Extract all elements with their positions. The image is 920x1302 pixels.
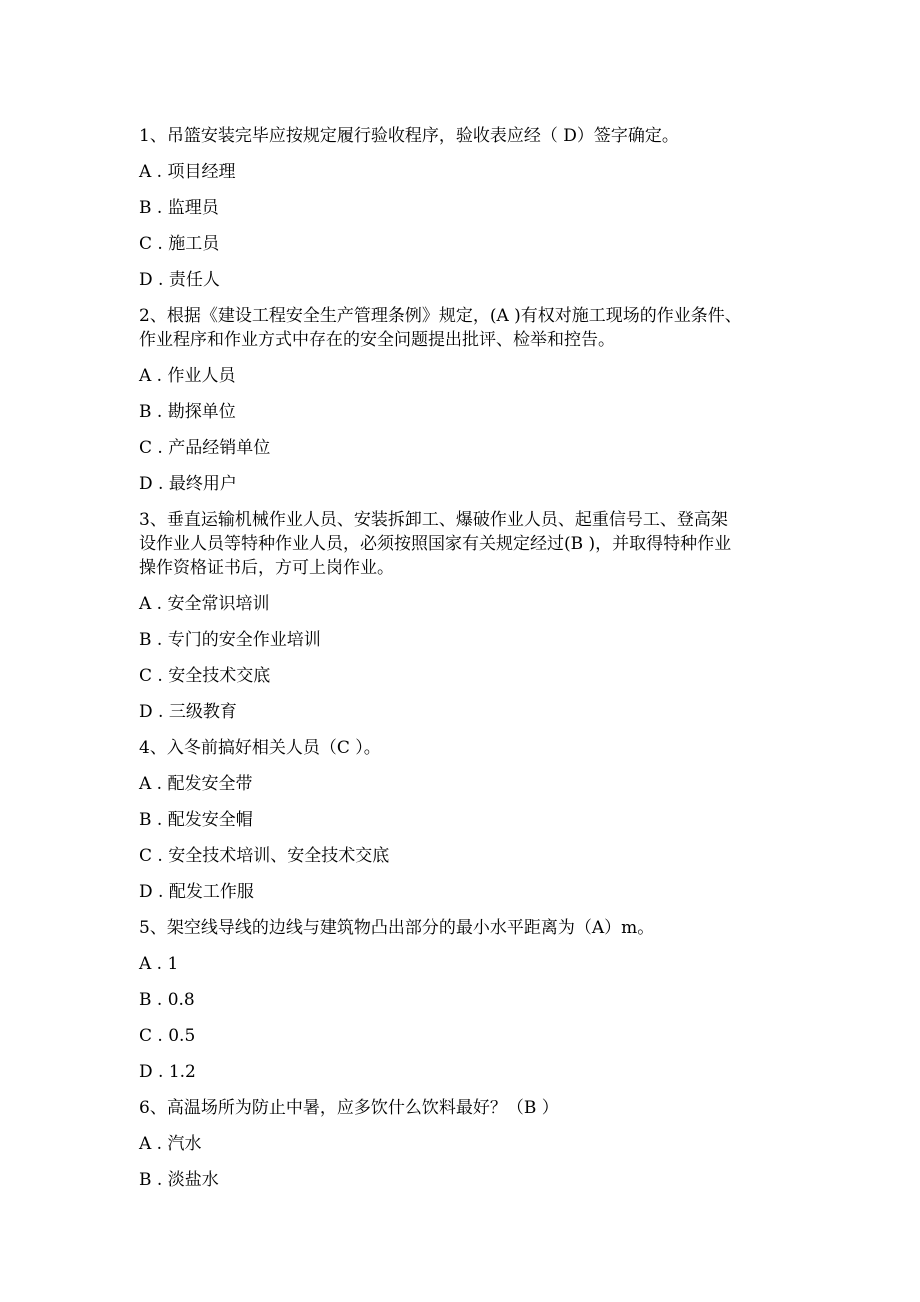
option-c: C . 产品经销单位 [139,438,271,458]
option-c: C . 安全技术培训、安全技术交底 [139,846,390,866]
question-line: 6、高温场所为防止中暑，应多饮什么饮料最好？（B ） [139,1098,559,1118]
option-c: C . 0.5 [139,1026,196,1046]
question-text [139,304,799,352]
option-d: D . 最终用户 [139,474,237,494]
option-c: C . 安全技术交底 [139,666,271,686]
question-block [139,1096,799,1192]
question-text [139,1096,799,1120]
question-text [139,916,799,940]
question-block [139,508,799,724]
option-a: A . 项目经理 [139,162,236,182]
question-line: 作业程序和作业方式中存在的安全问题提出批评、检举和控告。 [139,330,615,350]
question-line: 4、入冬前搞好相关人员（C ）。 [139,738,381,758]
option-c: C . 施工员 [139,234,220,254]
option-d: D . 1.2 [139,1062,196,1082]
option-b: B . 专门的安全作业培训 [139,630,321,650]
question-line: 5、架空线导线的边线与建筑物凸出部分的最小水平距离为（A）m。 [139,918,655,938]
question-block [139,736,799,904]
question-line: 1、吊篮安装完毕应按规定履行验收程序，验收表应经（ D）签字确定。 [139,126,679,146]
question-line: 3、垂直运输机械作业人员、安装拆卸工、爆破作业人员、起重信号工、登高架 [139,510,728,530]
option-a: A . 配发安全带 [139,774,253,794]
question-list [139,124,799,1204]
question-text [139,736,799,760]
question-line: 设作业人员等特种作业人员，必须按照国家有关规定经过(B )，并取得特种作业 [139,534,732,554]
option-a: A . 作业人员 [139,366,236,386]
option-b: B . 0.8 [139,990,195,1010]
option-b: B . 配发安全帽 [139,810,253,830]
question-line: 操作资格证书后，方可上岗作业。 [139,558,394,578]
option-b: B . 监理员 [139,198,219,218]
question-text [139,124,799,148]
question-block [139,916,799,1084]
option-b: B . 勘探单位 [139,402,236,422]
question-block [139,304,799,496]
option-d: D . 配发工作服 [139,882,254,902]
option-a: A . 1 [139,954,179,974]
option-a: A . 汽水 [139,1134,202,1154]
option-d: D . 三级教育 [139,702,237,722]
option-b: B . 淡盐水 [139,1170,219,1190]
option-d: D . 责任人 [139,270,220,290]
question-line: 2、根据《建设工程安全生产管理条例》规定，(A )有权对施工现场的作业条件、 [139,306,742,326]
question-text [139,508,799,580]
option-a: A . 安全常识培训 [139,594,270,614]
question-block [139,124,799,292]
